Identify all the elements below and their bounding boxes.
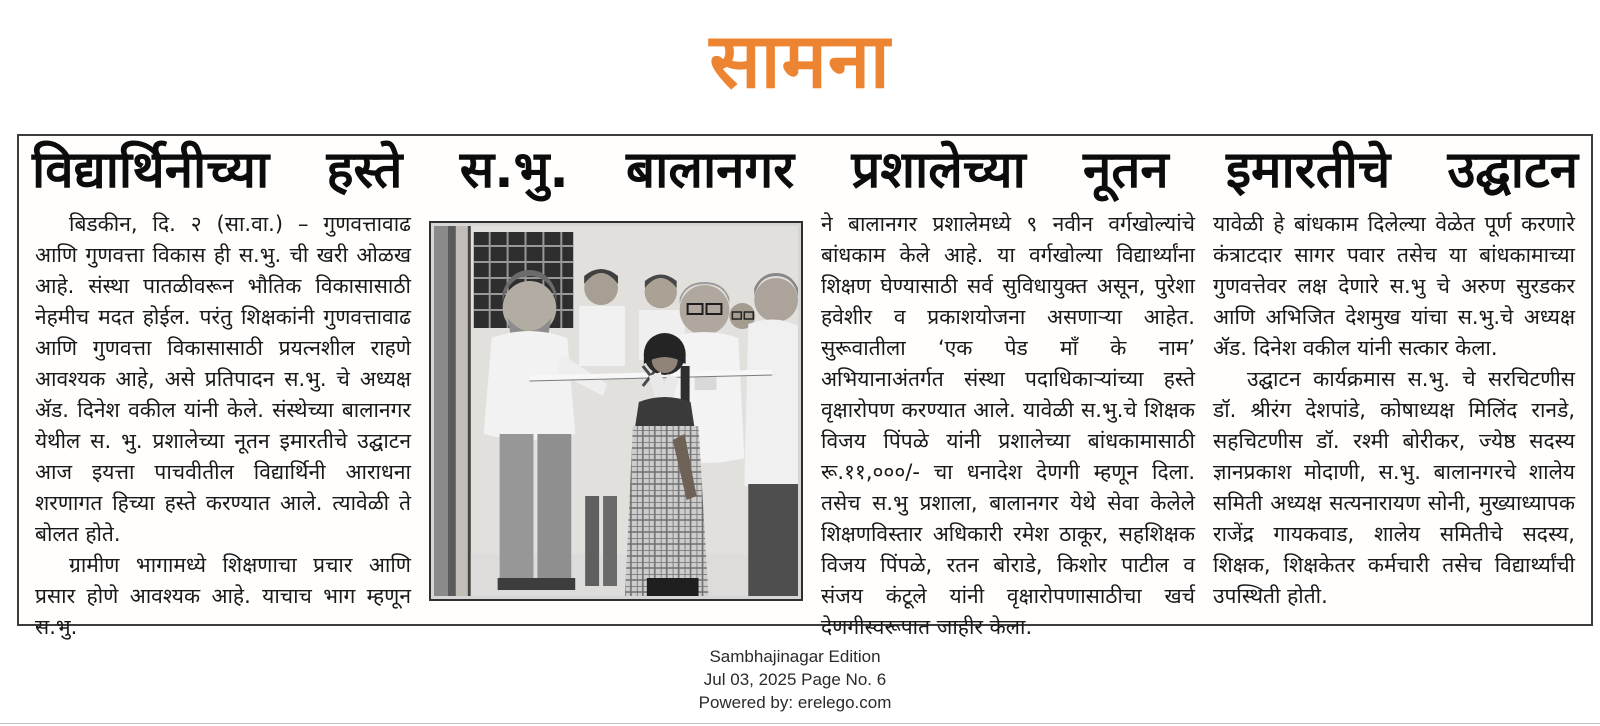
body-column-1 [35, 209, 411, 643]
paragraph: ग्रामीण भागामध्ये शिक्षणाचा प्रचार आणि प्रसार होणे आवश्यक आहे. याचाच भाग म्हणून स.भु. [35, 553, 411, 640]
article-clipping [17, 134, 1593, 640]
masthead [0, 18, 1600, 104]
article-headline: विद्यार्थिनीच्या हस्ते स.भु. बालानगर प्रशालेच्या नूतन इमारतीचे उद्घाटन [32, 141, 1578, 200]
paragraph: उद्घाटन कार्यक्रमास स.भु. चे सरचिटणीस डॉ. श्रीरंग देशपांडे, कोषाध्यक्ष मिलिंद रानडे, सहचिटणीस डॉ. रश्मी बोरीकर, ज्येष्ठ सदस्य ज्ञानप्रकाश मोदाणी, स.भु. बालानगरचे शालेय समिती अध्यक्ष सत्यनारायण सोनी, मुख्याध्यापक राजेंद्र गायकवाड, शालेय समितीचे सदस्य, शिक्षक, शिक्षकेतर कर्मचारी तसेच विद्यार्थ्यांची उपस्थिती होती. [1213, 367, 1575, 609]
paragraph: ने बालानगर प्रशालेमध्ये ९ नवीन वर्गखोल्यांचे बांधकाम केले आहे. या वर्गखोल्या विद्यार्थ्यांना शिक्षण घेण्यासाठी सर्व सुविधायुक्त असून, पुरेशा हवेशीर व प्रकाशयोजना असणाऱ्या आहेत. सुरूवातीला ‘एक पेड माँ के नाम’ अभियानाअंतर्गत संस्था पदाधिकाऱ्यांच्या हस्ते वृक्षारोपण करण्यात आले. यावेळी स.भु.चे शिक्षक विजय पिंपळे यांनी प्रशालेच्या बांधकामासाठी रू.११,०००/- चा धनादेश देणगी म्हणून दिला. तसेच स.भु प्रशाला, बालानगर येथे सेवा केलेले शिक्षणविस्तार अधिकारी रमेश ठाकूर, सहशिक्षक विजय पिंपळे, रतन बोराडे, किशोर पाटील व संजय कंटूले यांनी वृक्षारोपणासाठीचा खर्च देणगीस्वरूपात जाहीर केला. [821, 212, 1195, 640]
paragraph: बिडकीन, दि. २ (सा.वा.) – गुणवत्तावाढ आणि गुणवत्ता विकास ही स.भु. ची खरी ओळख आहे. संस्था पातळीवरून भौतिक विकासासाठी नेहमीच मदत होईल. परंतु शिक्षकांनी गुणवत्तावाढ आणि गुणवत्ता विकासासाठी प्रयत्नशील राहणे आवश्यक आहे, असे प्रतिपादन स.भु. चे अध्यक्ष ॲड. दिनेश वकील यांनी केले. संस्थेच्या बालानगर येथील स. भु. प्रशालेच्या नूतन इमारतीचे उद्घाटन आज इयत्ता पाचवीतील विद्यार्थिनी आराधना शरणागत हिच्या हस्ते करण्यात आले. त्यावेळी ते बोलत होते. [35, 212, 411, 547]
bottom-divider [0, 723, 1600, 724]
footer-powered-by: Powered by: erelego.com [698, 693, 892, 712]
body-column-3 [1213, 209, 1575, 643]
newspaper-logo: सामना [709, 16, 891, 105]
paragraph: यावेळी हे बांधकाम दिलेल्या वेळेत पूर्ण करणारे कंत्राटदार सागर पवार तसेच या बांधकामाच्या गुणवत्तेवर लक्ष देणारे स.भु चे अरुण सुरडकर आणि अभिजित देशमुख यांचा स.भु.चे अध्यक्ष ॲड. दिनेश वकील यांनी सत्कार केला. [1213, 212, 1575, 361]
footer-edition: Sambhajinagar Edition [709, 647, 881, 666]
news-photo [429, 221, 803, 601]
footer-date-page: Jul 03, 2025 Page No. 6 [703, 670, 887, 689]
clipping-footer [0, 645, 1590, 714]
body-column-2 [821, 209, 1195, 643]
inauguration-photo-illustration [434, 226, 798, 596]
article-body [35, 209, 1575, 643]
